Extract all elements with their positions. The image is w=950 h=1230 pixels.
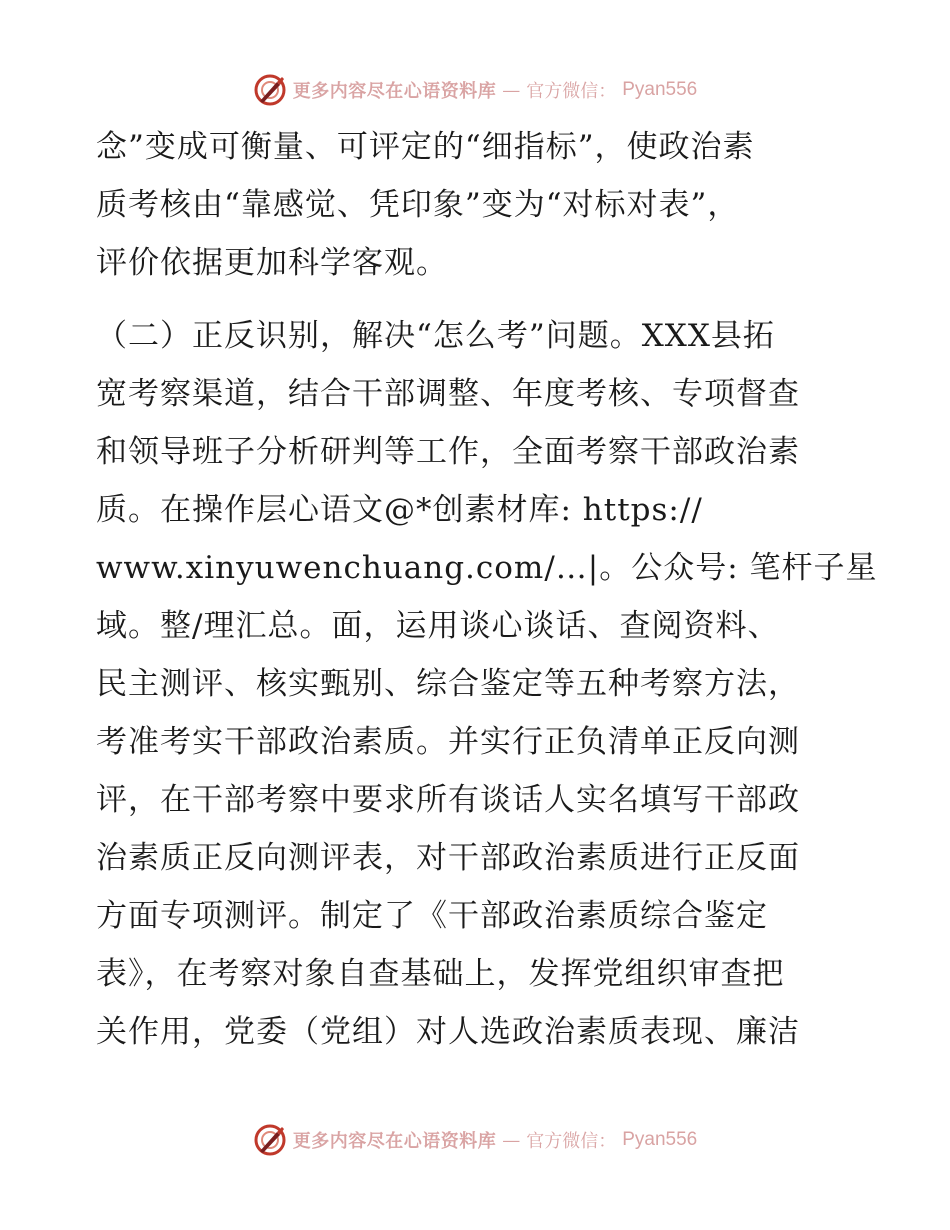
- text-line: www.xinyuwenchuang.com/…|。公众号: 笔杆子星: [96, 550, 878, 586]
- header-banner: [0, 70, 950, 110]
- pen-logo-icon: [253, 1123, 287, 1157]
- text-line: 评价依据更加科学客观。: [96, 245, 448, 281]
- text-line: （二）正反识别，解决“怎么考”问题。XXX县拓: [96, 318, 775, 354]
- banner-wechat-label: 官方微信：: [526, 1131, 617, 1152]
- text-line: 宽考察渠道，结合干部调整、年度考核、专项督查: [96, 376, 800, 412]
- paragraph-2: [96, 307, 878, 1061]
- text-line: 关作用，党委（党组）对人选政治素质表现、廉洁: [96, 1014, 800, 1050]
- text-line: 评，在干部考察中要求所有谈话人实名填写干部政: [96, 782, 800, 818]
- banner-main-text: 更多内容尽在心语资料库: [292, 81, 497, 102]
- banner-wechat-id: Pyan556: [622, 79, 698, 100]
- paragraph-1: [96, 118, 856, 292]
- text-line: 质考核由“靠感觉、凭印象”变为“对标对表”，: [96, 187, 740, 223]
- banner-dash: —: [502, 79, 521, 101]
- text-line: 表》，在考察对象自查基础上，发挥党组织审查把: [96, 956, 785, 992]
- banner-wechat-label: 官方微信：: [526, 81, 617, 102]
- text-line: 考准考实干部政治素质。并实行正负清单正反向测: [96, 724, 800, 760]
- text-line: 治素质正反向测评表，对干部政治素质进行正反面: [96, 840, 800, 876]
- text-line: 方面专项测评。制定了《干部政治素质综合鉴定: [96, 898, 768, 934]
- text-line: 念”变成可衡量、可评定的“细指标”，使政治素: [96, 129, 755, 165]
- text-line: 质。在操作层心语文@*创素材库: https://: [96, 492, 703, 528]
- banner-wechat-id: Pyan556: [622, 1129, 698, 1150]
- paragraph-gap: [96, 292, 856, 307]
- banner-main-text: 更多内容尽在心语资料库: [292, 1131, 497, 1152]
- banner-dash: —: [502, 1129, 521, 1151]
- pen-logo-icon: [253, 73, 287, 107]
- text-line: 域。整/理汇总。面，运用谈心谈话、查阅资料、: [96, 608, 780, 644]
- footer-banner: [0, 1120, 950, 1160]
- text-line: 民主测评、核实甄别、综合鉴定等五种考察方法，: [96, 666, 800, 702]
- text-line: 和领导班子分析研判等工作，全面考察干部政治素: [96, 434, 800, 470]
- document-body: [96, 118, 878, 1061]
